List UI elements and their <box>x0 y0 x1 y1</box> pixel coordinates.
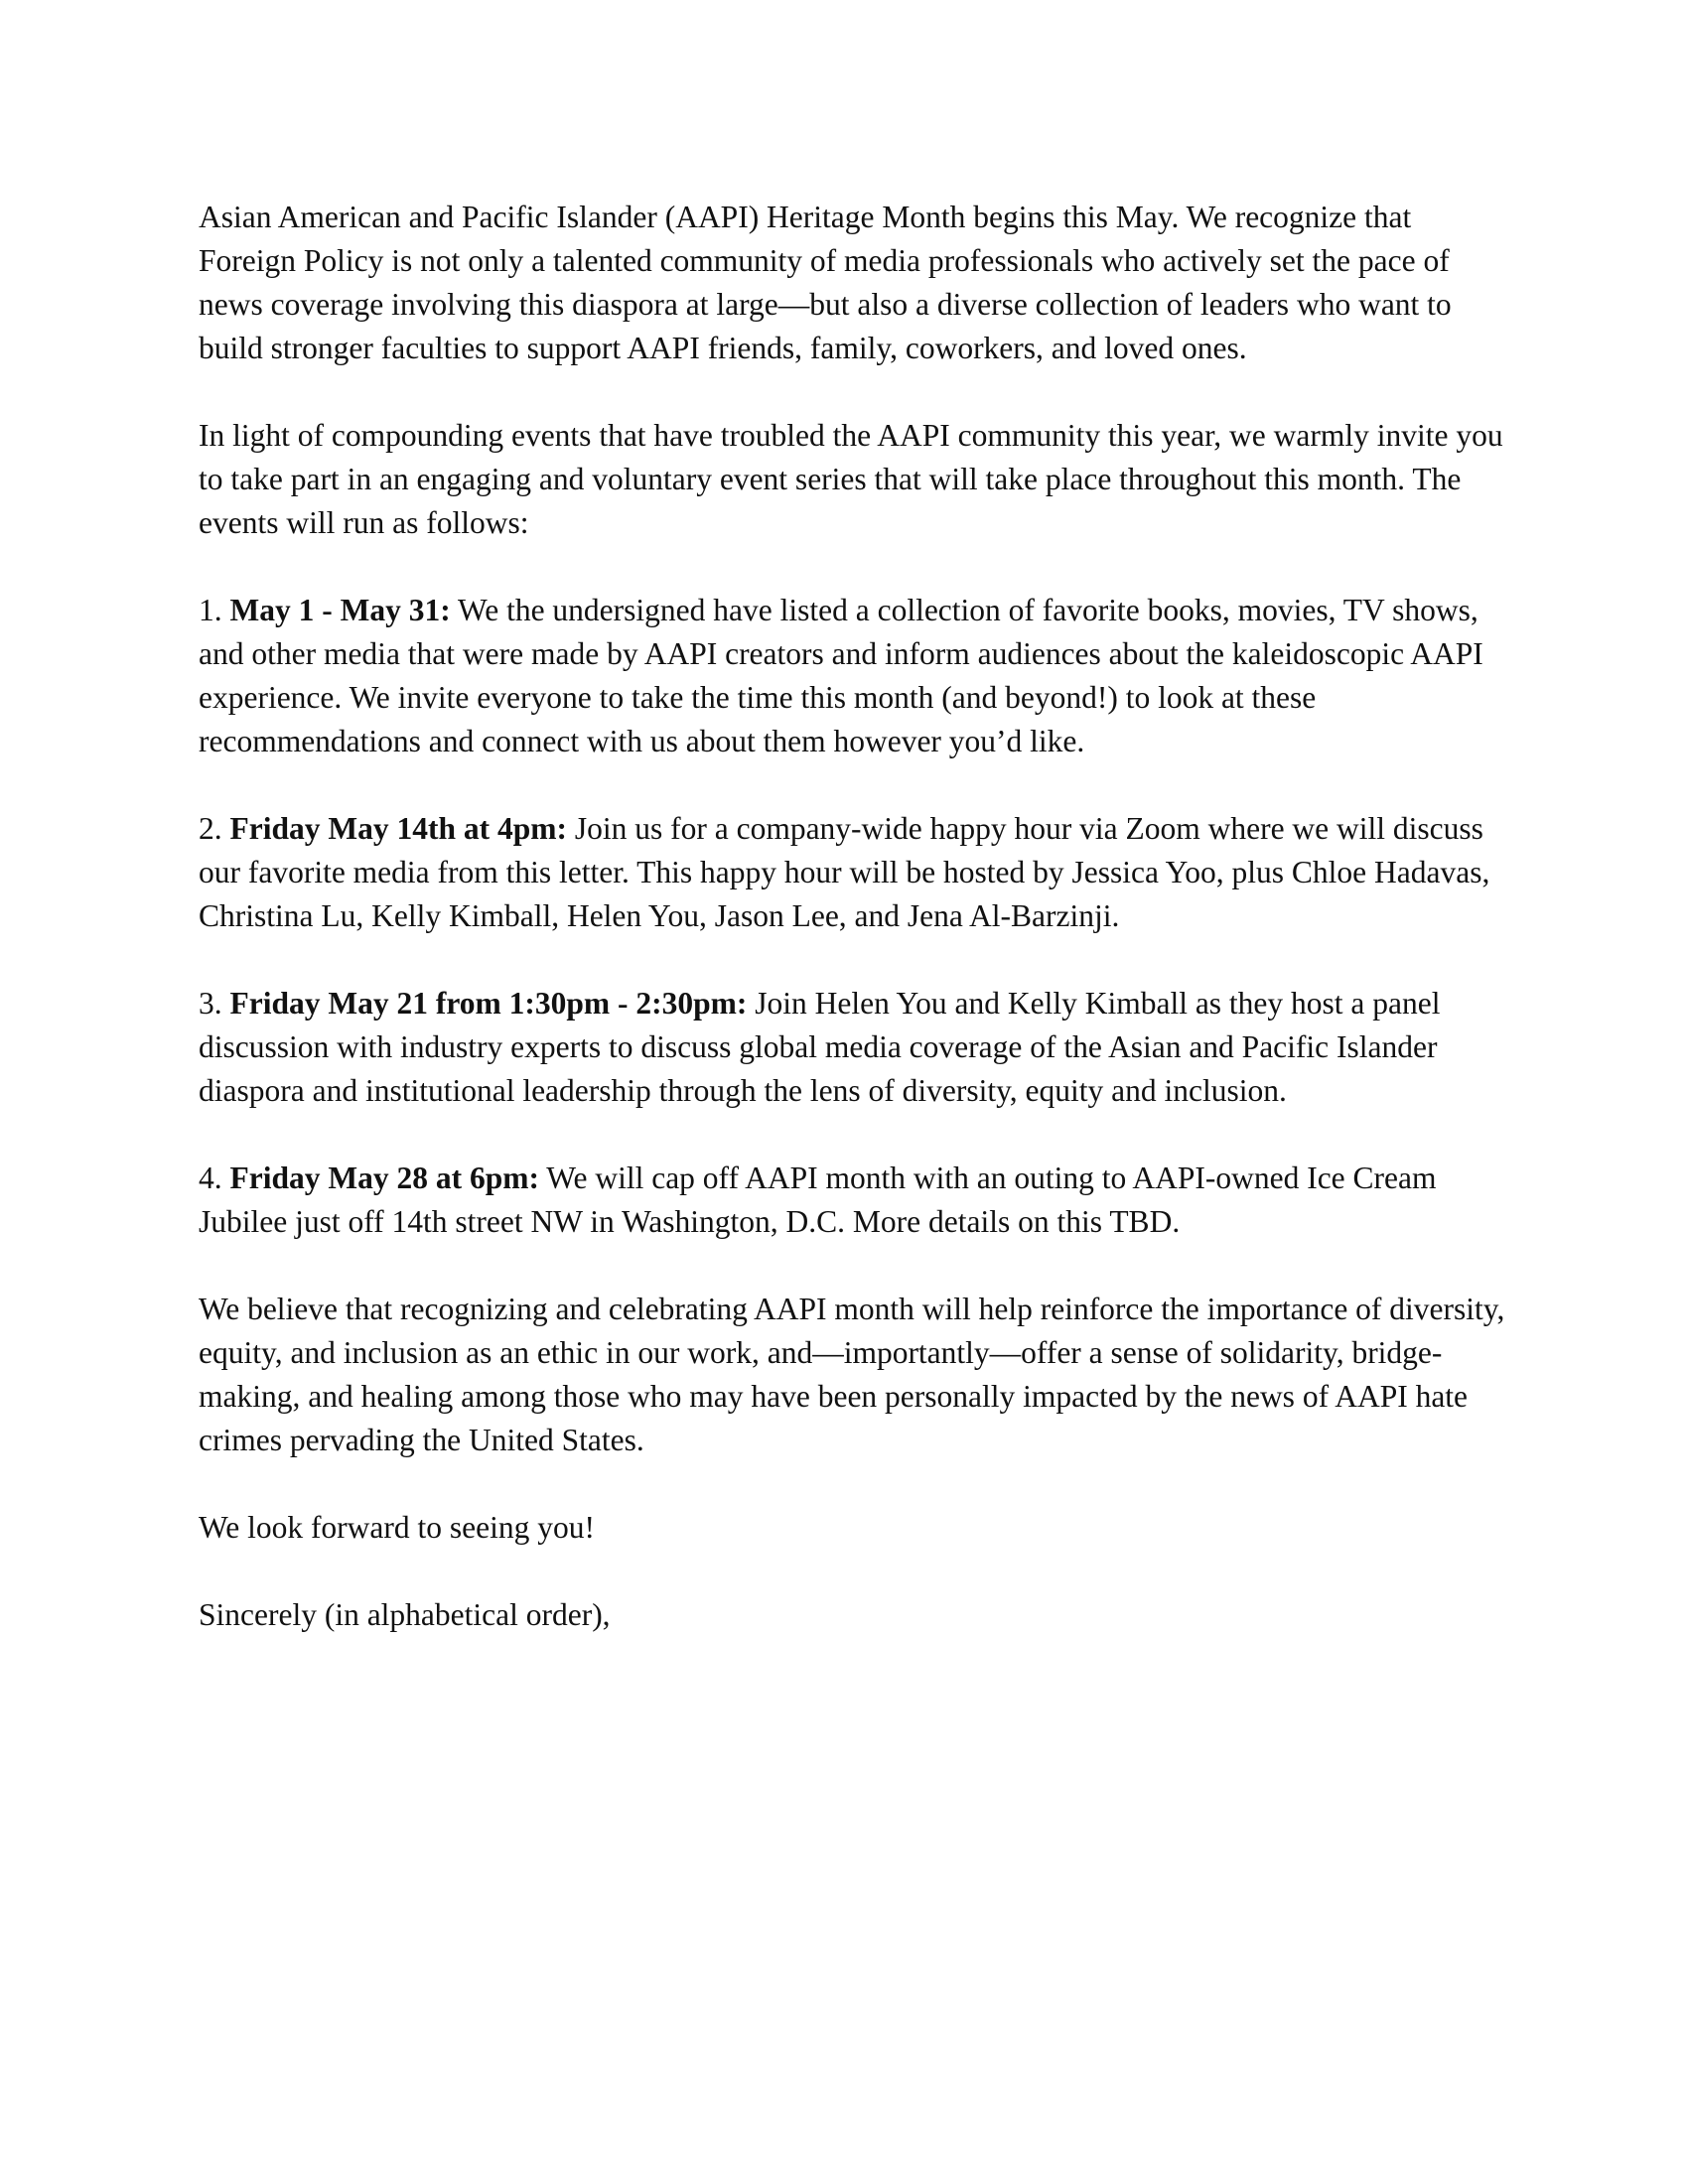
event-description: Join us for a company-wide happy hour via Zoom where we will discuss our favorite media from this letter. This happy hour will be hosted by Jessica Yoo, plus Chloe Hadavas, Christina Lu, Kelly Kimball, Helen You, Jason Lee, and Jena Al-Barzinji. <box>199 811 1490 933</box>
event-description: We the undersigned have listed a collection of favorite books, movies, TV shows, and other media that were made by AAPI creators and inform audiences about the kaleidoscopic AAPI experience. We invite everyone to take the time this month (and beyond!) to look at these recommendations and connect with us about them however you’d like. <box>199 593 1483 758</box>
closing-line: We look forward to seeing you! <box>199 1510 595 1545</box>
event-item-4 <box>199 1157 1509 1244</box>
event-number: 4. <box>199 1160 230 1195</box>
event-number: 1. <box>199 593 230 627</box>
event-item-3 <box>199 982 1509 1113</box>
event-date: Friday May 21 from 1:30pm - 2:30pm: <box>229 986 748 1021</box>
event-description: We will cap off AAPI month with an outing to AAPI-owned Ice Cream Jubilee just off 14th street NW in Washington, D.C. More details on this TBD. <box>199 1160 1437 1239</box>
event-date: May 1 - May 31: <box>229 593 451 627</box>
letter-body <box>199 196 1509 1681</box>
event-date: Friday May 14th at 4pm: <box>229 811 567 846</box>
event-date: Friday May 28 at 6pm: <box>229 1160 539 1195</box>
signoff-line: Sincerely (in alphabetical order), <box>199 1597 611 1632</box>
invite-paragraph: In light of compounding events that have troubled the AAPI community this year, we warmly invite you to take part in an engaging and voluntary event series that will take place throughout this month. The events will run as follows: <box>199 418 1503 540</box>
event-description: Join Helen You and Kelly Kimball as they host a panel discussion with industry experts to discuss global media coverage of the Asian and Pacific Islander diaspora and institutional leadership through the lens of diversity, equity and inclusion. <box>199 986 1441 1108</box>
event-number: 2. <box>199 811 230 846</box>
event-number: 3. <box>199 986 230 1021</box>
event-item-1 <box>199 589 1509 763</box>
event-item-2 <box>199 807 1509 938</box>
belief-paragraph: We believe that recognizing and celebrating AAPI month will help reinforce the importance of diversity, equity, and inclusion as an ethic in our work, and—importantly—offer a sense of solidarity, bridge-making, and healing among those who may have been personally impacted by the news of AAPI hate crimes pervading the United States. <box>199 1292 1505 1457</box>
intro-paragraph: Asian American and Pacific Islander (AAPI) Heritage Month begins this May. We recognize that Foreign Policy is not only a talented community of media professionals who actively set the pace of news coverage involving this diaspora at large—but also a diverse collection of leaders who want to build stronger faculties to support AAPI friends, family, coworkers, and loved ones. <box>199 200 1452 365</box>
